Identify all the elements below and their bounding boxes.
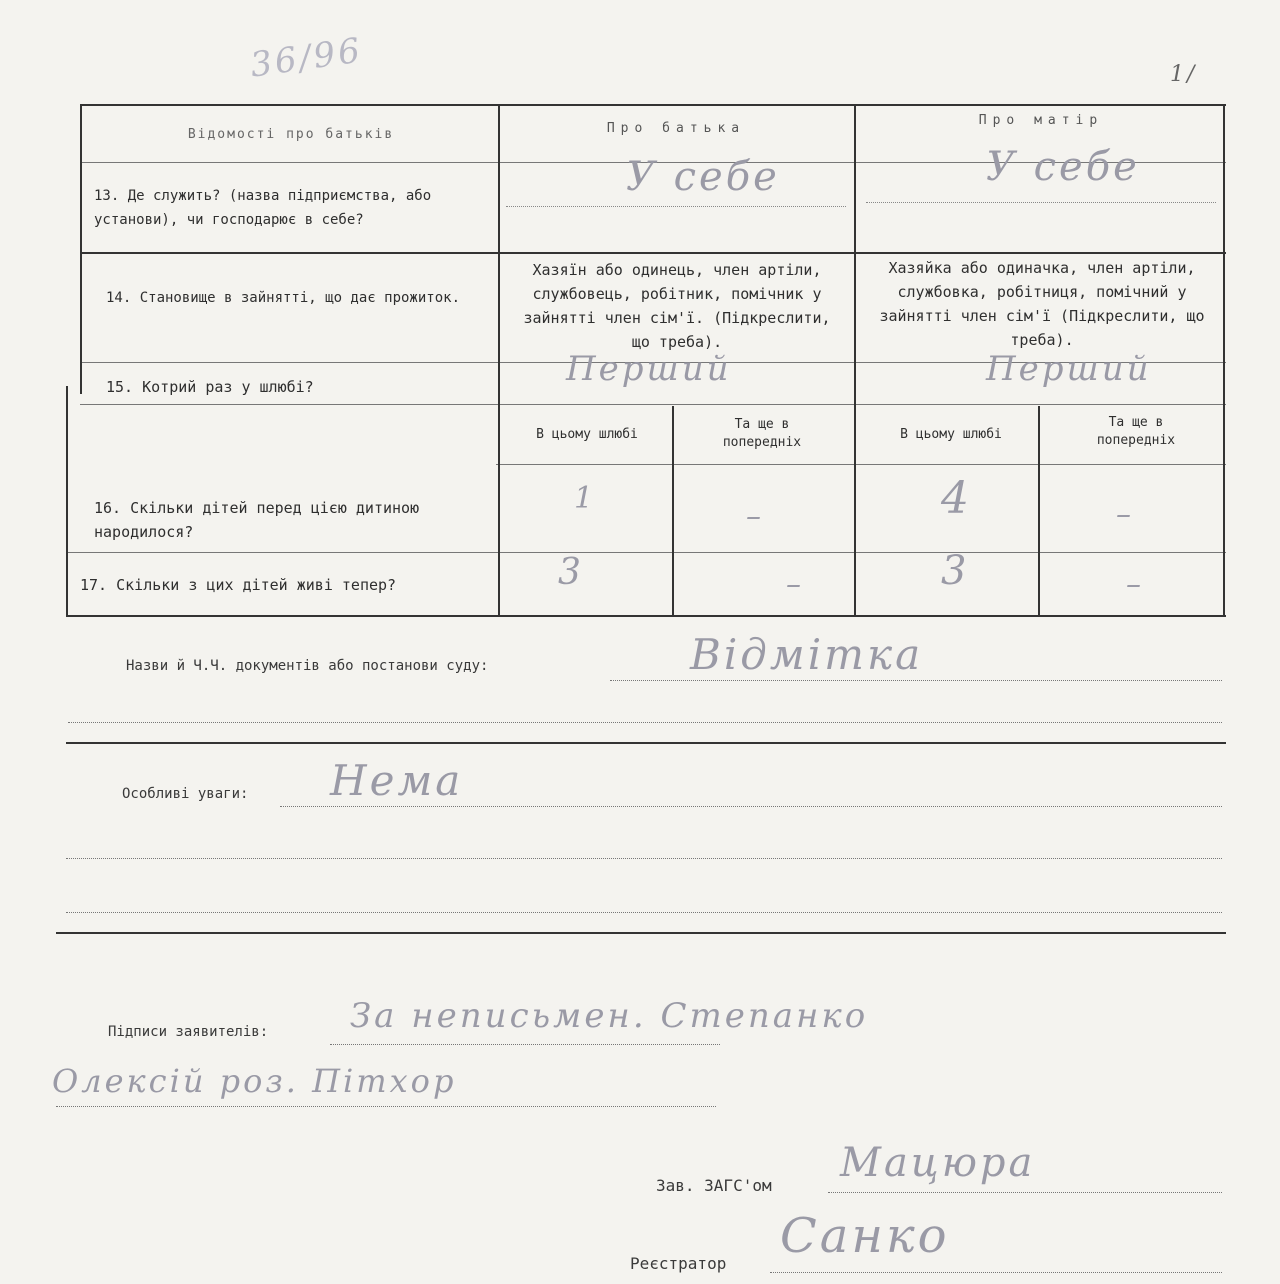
q16-father-prev: – [746,499,764,534]
q13-father-value: У себе [626,154,780,200]
parents-info-table [66,96,1226,617]
archive-number-mark: 36/96 [247,30,366,86]
remarks-label: Особливі уваги: [122,786,249,802]
q17-mother-this: 3 [941,548,970,594]
q17-father-this: 3 [558,552,584,593]
q15-label: 15. Котрий раз у шлюбі? [106,378,314,396]
documents-value: Відмітка [690,630,924,679]
q14-mother-options: Хазяйка або одиначка, член артіли, службовка, робітниця, помічний у зайнятті член сім'ї (Підкреслити, що треба). [879,259,1205,349]
registrar-label: Реєстратор [630,1254,727,1273]
remarks-value: Нема [330,756,464,805]
header-info: Відомості про батьків [187,127,395,142]
q16-label: 16. Скільки дітей перед цією дитиною народилося? [94,499,420,541]
subheader-father-this: В цьому шлюбі [536,427,638,442]
q17-label: 17. Скільки з цих дітей живі тепер? [80,576,397,594]
signature-line-2: Олексій роз. Пітхор [52,1062,457,1100]
corner-mark: 1/ [1170,62,1198,87]
q16-father-this: 1 [574,481,597,516]
signatures-label: Підписи заявителів: [108,1024,269,1040]
head-label: Зав. ЗАГС'ом [656,1176,772,1195]
signature-line-1: За неписьмен. Степанко [350,996,869,1036]
head-signature: Мацюра [840,1140,1036,1186]
q13-mother-value: У себе [986,144,1140,190]
header-mother: Про матір [978,113,1104,128]
q13-label: 13. Де служить? (назва підприємства, або установи), чи господарює в себе? [94,188,432,228]
q16-mother-prev: – [1116,497,1134,532]
q17-father-prev: – [786,567,804,602]
subheader-father-prev: Та ще в попередніх [722,417,802,450]
registrar-signature: Санко [780,1208,950,1264]
subheader-mother-prev: Та ще в попередніх [1096,415,1176,448]
q14-label: 14. Становище в зайнятті, що дає прожиток. [106,290,461,306]
subheader-mother-this: В цьому шлюбі [900,427,1002,442]
documents-label: Назви й Ч.Ч. документів або постанови суду: [126,658,489,674]
q15-mother-value: Перший [986,349,1152,389]
q17-mother-prev: – [1126,567,1144,602]
q14-father-options: Хазяїн або одинець, член артіли, службовець, робітник, помічник у зайнятті член сім'ї. (Підкреслити, що треба). [523,261,831,351]
header-father: Про батька [606,121,746,136]
q16-mother-this: 4 [941,473,972,524]
q15-father-value: Перший [566,349,732,389]
